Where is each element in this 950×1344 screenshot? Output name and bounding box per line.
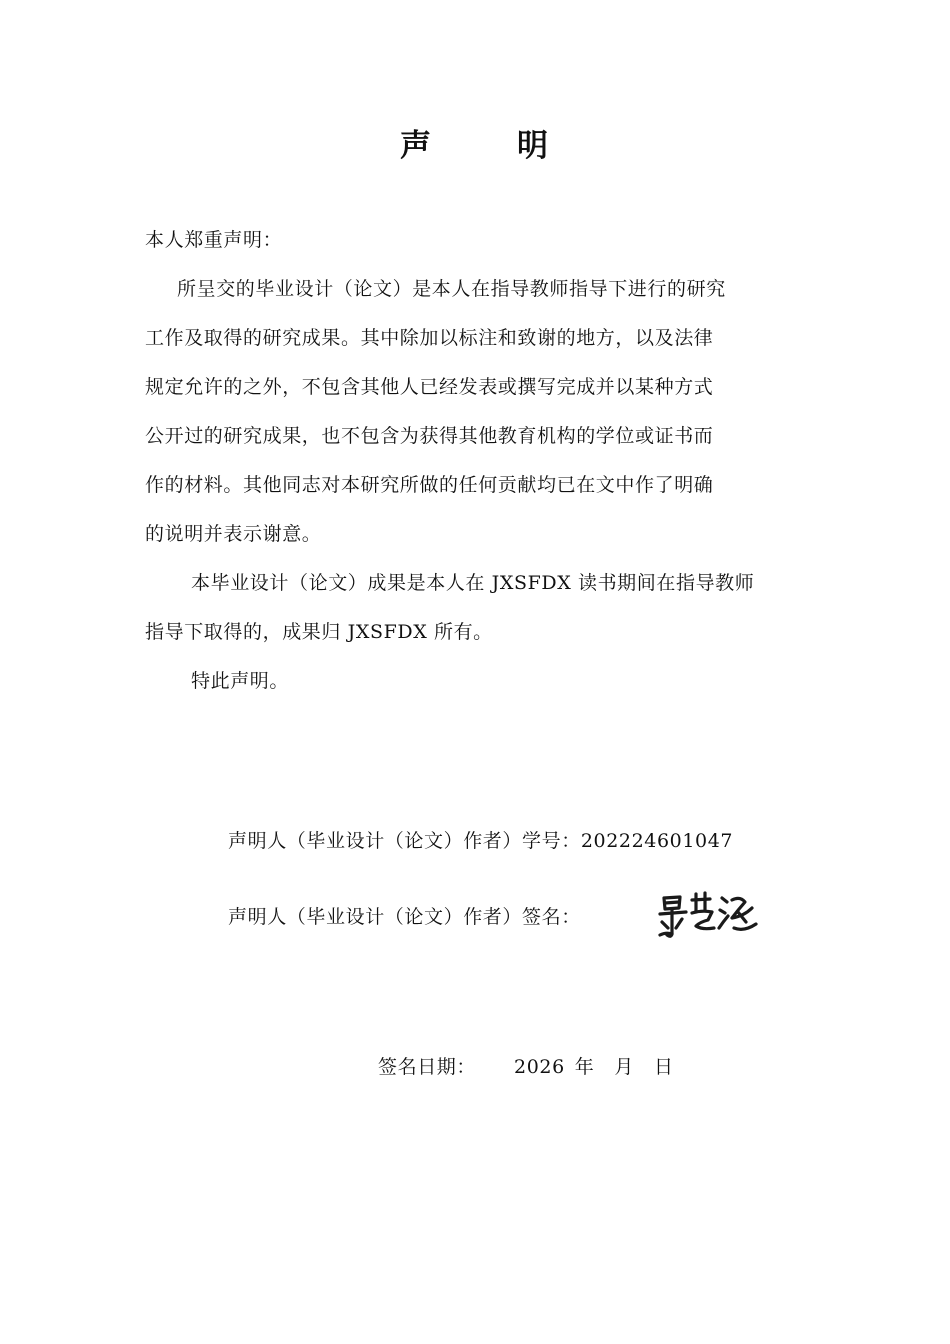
signature-label: 声明人（毕业设计（论文）作者）签名： xyxy=(228,906,581,928)
title-char-1: 声 xyxy=(400,128,433,164)
closing-line: 特此声明。 xyxy=(191,670,290,692)
paragraph-line: 规定允许的之外，不包含其他人已经发表或撰写完成并以某种方式 xyxy=(145,376,714,398)
sign-date-year-unit: 年 xyxy=(574,1056,595,1078)
title-char-2: 明 xyxy=(517,128,550,164)
sign-date-month-unit: 月 xyxy=(614,1056,634,1078)
page-title xyxy=(0,120,950,165)
sign-date-year: 2026 xyxy=(514,1056,565,1078)
paragraph-line: 的说明并表示谢意。 xyxy=(145,523,322,545)
student-id-row xyxy=(228,826,733,853)
paragraph-line: 公开过的研究成果，也不包含为获得其他教育机构的学位或证书而 xyxy=(145,425,714,447)
student-id-value: 202224601047 xyxy=(580,830,734,852)
sign-date-day-unit: 日 xyxy=(654,1056,674,1078)
sign-date-label: 签名日期： xyxy=(378,1056,477,1078)
paragraph-line: 本毕业设计（论文）成果是本人在 JXSFDX 读书期间在指导教师 xyxy=(191,572,755,594)
student-id-label: 声明人（毕业设计（论文）作者）学号： xyxy=(228,830,581,852)
sign-date-row xyxy=(378,1052,674,1079)
paragraph-line: 所呈交的毕业设计（论文）是本人在指导教师指导下进行的研究 xyxy=(177,278,726,300)
paragraph-line: 作的材料。其他同志对本研究所做的任何贡献均已在文中作了明确 xyxy=(145,474,714,496)
signature-row xyxy=(228,902,581,929)
opening-line: 本人郑重声明： xyxy=(145,229,283,251)
paragraph-line: 工作及取得的研究成果。其中除加以标注和致谢的地方，以及法律 xyxy=(145,327,714,349)
declaration-body xyxy=(145,216,805,706)
paragraph-line: 指导下取得的，成果归 JXSFDX 所有。 xyxy=(145,621,493,643)
handwritten-signature xyxy=(652,888,764,944)
